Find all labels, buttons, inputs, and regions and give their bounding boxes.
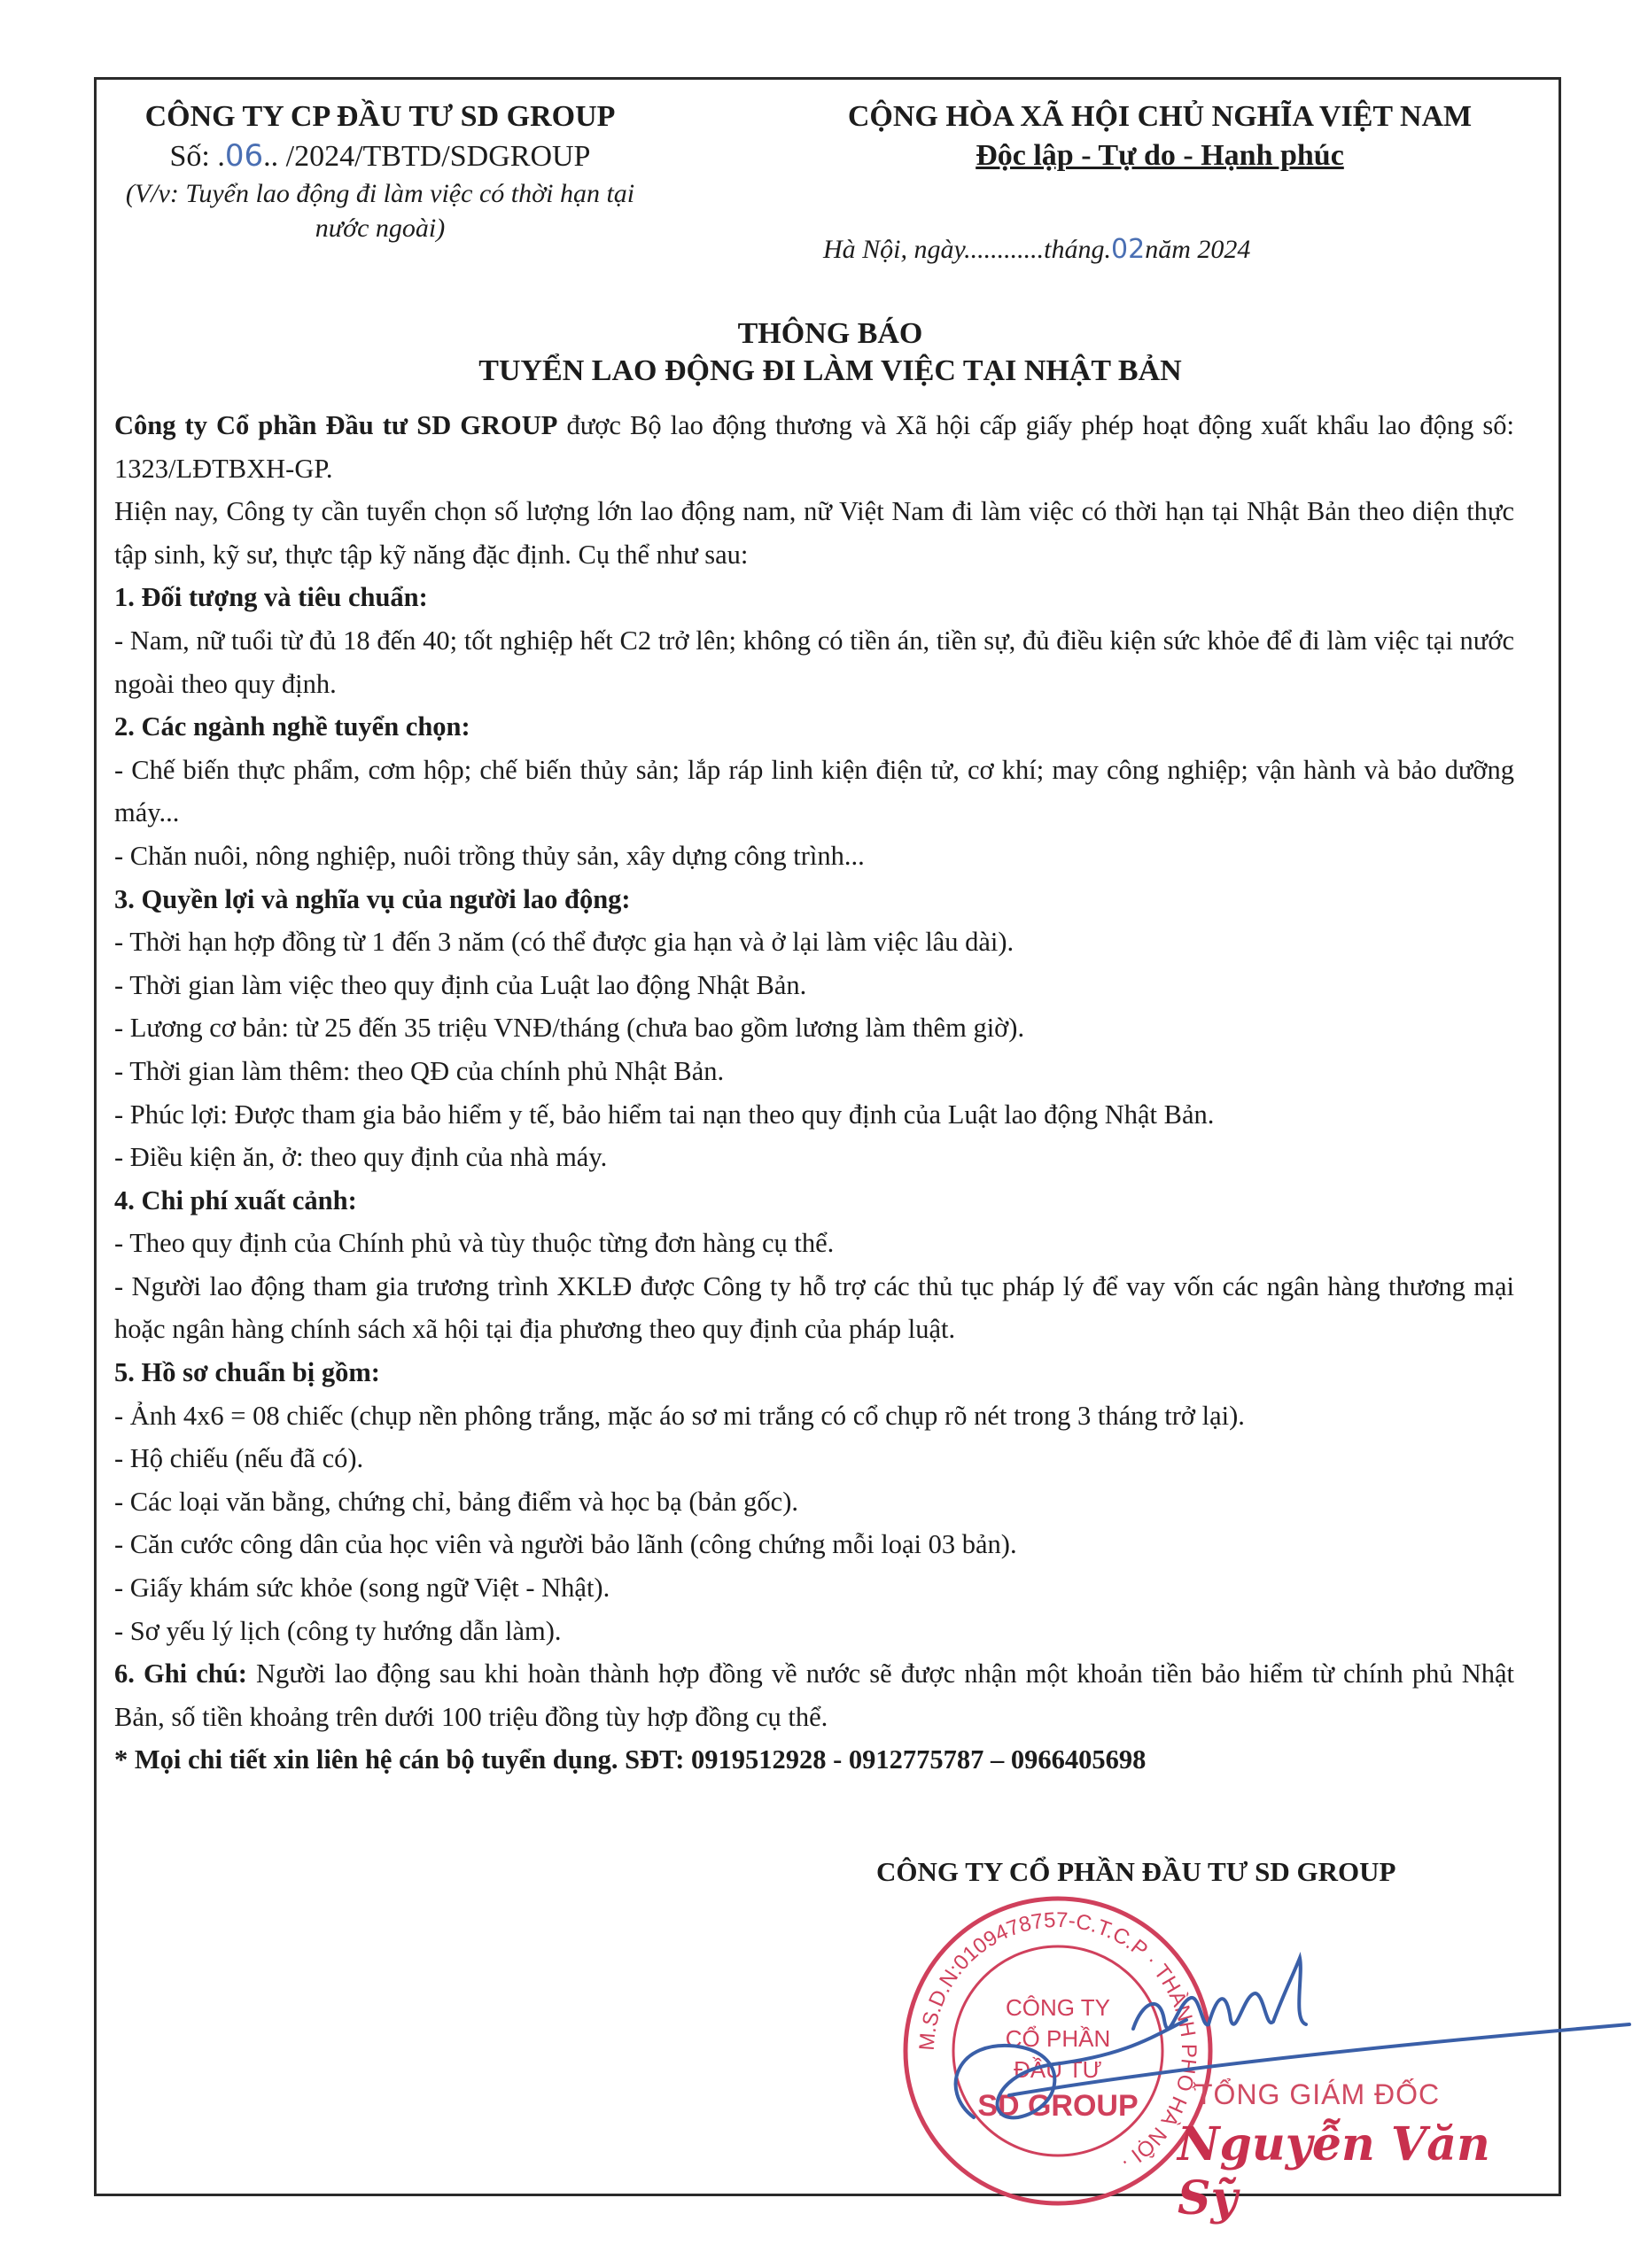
list-item: - Chế biến thực phẩm, cơm hộp; chế biến thủy sản; lắp ráp linh kiện điện tử, cơ khí; may công nghiệp; vận hành và bảo dưỡng máy...	[114, 754, 1514, 828]
list-item: - Phúc lợi: Được tham gia bảo hiểm y tế, bảo hiểm tai nạn theo quy định của Luật lao động Nhật Bản.	[114, 1099, 1215, 1130]
section-6-text: Người lao động sau khi hoàn thành hợp đồng về nước sẽ được nhận một khoản tiền bảo hiểm từ chính phủ Nhật Bản, số tiền khoảng trên dưới 100 triệu đồng tùy hợp đồng cụ thể.	[114, 1658, 1515, 1732]
national-motto: Độc lập - Tự do - Hạnh phúc	[976, 139, 1344, 173]
list-item: - Thời gian làm việc theo quy định của Luật lao động Nhật Bản.	[114, 969, 807, 1000]
intro-paragraph	[114, 404, 1514, 490]
list-item: - Thời gian làm thêm: theo QĐ của chính phủ Nhật Bản.	[114, 1055, 725, 1086]
list-item: - Lương cơ bản: từ 25 đến 35 triệu VNĐ/tháng (chưa bao gồm lương làm thêm giờ).	[114, 1013, 1025, 1044]
svg-text:ĐẦU TƯ: ĐẦU TƯ	[1014, 2056, 1102, 2083]
date-prefix: Hà Nội, ngày............tháng.	[823, 235, 1112, 264]
number-prefix: Số: .	[169, 140, 225, 174]
number-suffix: .. /2024/TBTD/SDGROUP	[263, 140, 591, 174]
date-month: 02	[1111, 234, 1146, 265]
subject-line-2: nước ngoài)	[315, 214, 446, 244]
list-item: - Căn cước công dân của học viên và người bảo lãnh (công chứng mỗi loại 03 bản).	[114, 1529, 1017, 1560]
national-header	[717, 97, 1603, 175]
list-item: - Theo quy định của Chính phủ và tùy thuộc từng đơn hàng cụ thể.	[114, 1228, 835, 1259]
list-item: - Thời hạn hợp đồng từ 1 đến 3 năm (có thể được gia hạn và ở lại làm việc lâu dài).	[114, 927, 1014, 958]
number-filled: 06	[224, 138, 264, 175]
list-item: - Sơ yếu lý lịch (công ty hướng dẫn làm).	[114, 1615, 562, 1646]
list-item: - Nam, nữ tuổi từ đủ 18 đến 40; tốt nghiệp hết C2 trở lên; không có tiền án, tiền sự, đủ điều kiện sức khỏe để đi làm việc tại nước ngoài theo quy định.	[114, 625, 1514, 699]
contact-line: * Mọi chi tiết xin liên hệ cán bộ tuyển dụng. SĐT: 0919512928 - 0912775787 – 0966405698	[114, 1744, 1147, 1775]
subject-line-1: (V/v: Tuyển lao động đi làm việc có thời hạn tại	[125, 179, 635, 209]
list-item: - Hộ chiếu (nếu đã có).	[114, 1443, 364, 1474]
intro-license: được Bộ lao động thương và Xã hội cấp giấy phép hoạt động xuất khẩu lao động số: 1323/LĐTBXH-GP.	[114, 410, 1514, 484]
notice-document	[94, 77, 1561, 2225]
list-item: - Chăn nuôi, nông nghiệp, nuôi trồng thủy sản, xây dựng công trình...	[114, 840, 865, 871]
section-6-heading: 6. Ghi chú:	[114, 1658, 247, 1689]
list-item: - Người lao động tham gia trương trình XKLĐ được Công ty hỗ trợ các thủ tục pháp lý để vay vốn các ngân hàng thương mại hoặc ngân hàng chính sách xã hội tại địa phương theo quy định của pháp luật.	[114, 1270, 1514, 1345]
svg-text:CÔNG TY: CÔNG TY	[1006, 1994, 1110, 2021]
section-1-heading: 1. Đối tượng và tiêu chuẩn:	[114, 582, 428, 613]
signature-name: Nguyễn Văn Sỹ	[1178, 2117, 1490, 2225]
intro-company: Công ty Cổ phần Đầu tư SD GROUP	[114, 410, 558, 440]
company-name: CÔNG TY CP ĐẦU TƯ SD GROUP	[144, 100, 616, 133]
section-6	[114, 1652, 1514, 1738]
svg-text:SD GROUP: SD GROUP	[977, 2089, 1139, 2123]
date-line	[823, 232, 1250, 267]
signature-title: TỔNG GIÁM ĐỐC	[1195, 2078, 1441, 2110]
svg-text:M.S.D.N:0109478757-C.T.C.P · T: M.S.D.N:0109478757-C.T.C.P · THÀNH PHỐ HÀ NỘI ·	[914, 1907, 1201, 2176]
document-number	[114, 136, 646, 176]
notice-title: THÔNG BÁO	[737, 317, 923, 350]
date-suffix: năm 2024	[1145, 235, 1251, 264]
list-item: - Điều kiện ăn, ở: theo quy định của nhà máy.	[114, 1142, 608, 1173]
signature-company: CÔNG TY CỔ PHẦN ĐẦU TƯ SD GROUP	[876, 1856, 1396, 1887]
svg-text:CỔ PHẦN: CỔ PHẦN	[1005, 2025, 1111, 2052]
section-4-heading: 4. Chi phí xuất cảnh:	[114, 1184, 357, 1216]
section-2-heading: 2. Các ngành nghề tuyển chọn:	[114, 711, 470, 742]
list-item: - Các loại văn bằng, chứng chỉ, bảng điểm và học bạ (bản gốc).	[114, 1486, 798, 1517]
list-item: - Ảnh 4x6 = 08 chiếc (chụp nền phông trắng, mặc áo sơ mi trắng có cổ chụp rõ nét trong 3 tháng trở lại).	[114, 1400, 1245, 1431]
list-item: - Giấy khám sức khỏe (song ngữ Việt - Nhật).	[114, 1573, 610, 1604]
notice-subtitle: TUYỂN LAO ĐỘNG ĐI LÀM VIỆC TẠI NHẬT BẢN	[478, 354, 1182, 387]
company-header	[114, 97, 646, 245]
section-3-heading: 3. Quyền lợi và nghĩa vụ của người lao động:	[114, 883, 631, 914]
section-5-heading: 5. Hồ sơ chuẩn bị gồm:	[114, 1357, 380, 1388]
intro-paragraph-2: Hiện nay, Công ty cần tuyển chọn số lượng lớn lao động nam, nữ Việt Nam đi làm việc có thời hạn tại Nhật Bản theo diện thực tập sinh, kỹ sư, thực tập kỹ năng đặc định. Cụ thể như sau:	[114, 496, 1514, 570]
notice-body	[114, 404, 1514, 1782]
nation-name: CỘNG HÒA XÃ HỘI CHỦ NGHĨA VIỆT NAM	[847, 100, 1473, 133]
